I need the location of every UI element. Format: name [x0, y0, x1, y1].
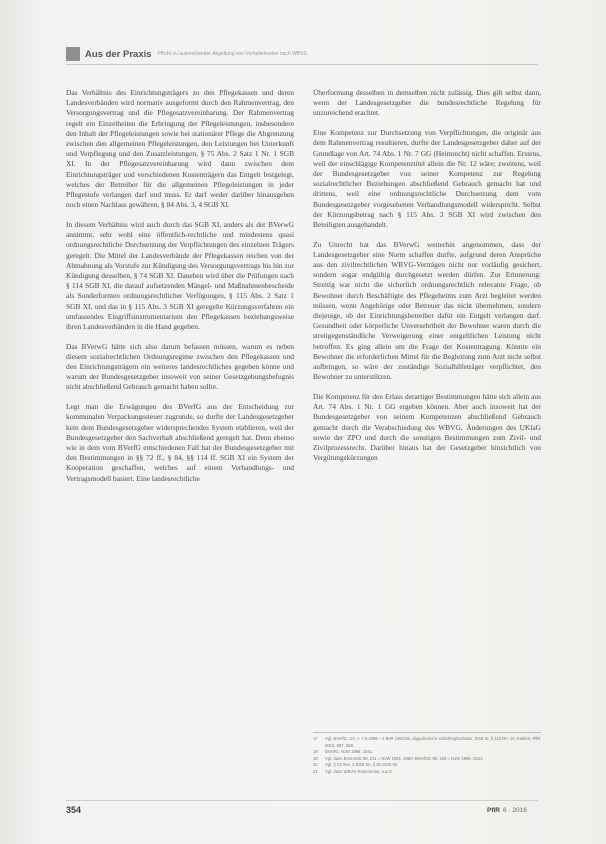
article-subtitle: Pflicht zu ausreichender Abgeltung von Vorhaltekosten nach WBVG — [157, 51, 308, 57]
footnote-text: Vgl. dazu WBVG-Kommentar, a.a.O. — [325, 768, 393, 774]
footnote-number: 19 — [313, 755, 318, 761]
paragraph: Das BVerwG hätte sich also darum befassen müssen, warum es neben diesem sozialrechtlichen Ordnungsregime zwischen den Pflegekassen und den Einrichtungsträgern ein weiteres landesrechtliches gegeben könne und warum der Bundesgesetzgeber insoweit von seiner Gesetzgebungsbefugnis nicht abschließend Gebrauch gemacht haben sollte. — [66, 341, 294, 392]
footnote-number: 17 — [313, 736, 318, 741]
paragraph: Legt man die Erwägungen des BVerfG aus der Entscheidung zur kommunalen Verpackungssteuer zugrunde, so durfte der Landesgesetzgeber kein dem Bundesgesetzgeber widersprechendes System etablieren, weil der Bundesgesetzgeber den Sachverhalt abschließend geregelt hat. Denn ebenso wie in dem vom BVerfG entschiedenen Fall hat der Bundesgesetzgeber mit den Bestimmungen in §§ 72 ff., § 84, §§ 114 ff. SGB XI ein System der Kooperation geschaffen, welches auf einem Verhandlungs- und Vertragsmodell basiert. Eine landesrechtliche — [66, 402, 294, 483]
paragraph: Zu Unrecht hat das BVerwG weiterhin angenommen, dass der Landesgesetzgeber eine Norm schaffen durfte, aufgrund deren Ansprüche aus den zivilrechtlichen WBVG-Verträgen nicht nur vorläufig gesichert, sondern sogar endgültig durchgesetzt werden dürfen. Zur Erinnerung: Streitig war nicht die sicherlich ordnungsrechtlich relevante Frage, ob Bewohner durch Beschäftigte des Pflegeheims zum Arzt begleitet werden müssen, wenn Angehörige oder Betreuer das nicht übernehmen, sondern diejenige, ob der Einrichtungsbetreiber dafür ein Entgelt verlangen darf. Gesundheit oder körperliche Unversehrtheit der Bewohner waren durch die streitgegenständliche Verweigerung einer entgeltlichen Leistung nicht betroffen. Es ging allein um die Frage der Kostentragung. Könnte ein Bewohner die erforderlichen Mittel für die Begleitung zum Arzt nicht selbst aufbringen, so wäre der zuständige Sozialhilfeträger verpflichtet, den Bewohner zu unterstützen. — [313, 239, 541, 382]
footnotes — [313, 732, 541, 776]
footnote — [313, 769, 541, 776]
footnote — [313, 762, 541, 769]
journal-issue: 6 · 2016 — [503, 807, 527, 814]
paragraph: Die Kompetenz für den Erlass derartiger Bestimmungen hätte sich allein aus Art. 74 Abs. 1 Nr. 1 GG ergeben können. Aber auch insoweit hat der Bundesgesetzgeber von seinem Kompetenzen abschließend Gebrauch gemacht durch die Verabschiedung des WBVG, Änderungen des UKlaG sowie der ZPO und durch die sonstigen Bestimmungen zum Zivil- und Zivilprozessrecht. Darüber hinaus hat der Gesetzgeber hinsichtlich von Vergütungskürzungen — [313, 391, 541, 463]
left-column — [66, 88, 294, 493]
footnote-text: BVerfG, NJW 1998, 2341. — [325, 749, 374, 755]
paragraph: In diesem Verhältnis wird auch durch das SGB XI, anders als der BVerwG annimmt, sehr wohl eine öffentlich-rechtliche und mindestens quasi ordnungsrechtliche Durchsetzung der Verpflichtungen des einzelnen Trägers geregelt. Die Mittel der Landesverbände der Pflegekassen reichen von der Abmahnung als Vorstufe zur Kündigung des Versorgungsvertrags bis hin zur Kündigung desselben, § 74 SGB XI. Daneben wird über die Prüfungen nach § 114 SGB XI, die darauf aufsetzenden Mängel- und Maßnahmenbescheide als Sonderformen ordnungsrechtlicher Verfügungen, § 115 Abs. 2 Satz 1 SGB XI, und das in § 115 Abs. 3 SGB XI geregelte Kürzungsverfahren ein umfassendes Eingriffsinstrumentarium den Pflegekassen beziehungsweise ihren Landesverbänden in die Hand gegeben. — [66, 219, 294, 331]
running-header — [66, 47, 536, 61]
section-marker — [66, 47, 80, 61]
footnote-text: Vgl. BVerfG, Urt. v. 7.5.1998 – 2 BvR 1991/95, abgedruckt in Udsching/Schütze, SGB XI, § 115 Rn. 10; Kahlert, PflR 2015, 567, 568. — [325, 736, 541, 748]
journal-name: PflR — [487, 807, 500, 814]
footnote — [313, 736, 541, 749]
right-column — [313, 88, 541, 473]
footnote-number: 21 — [313, 768, 318, 774]
page-number: 354 — [66, 805, 82, 815]
footnote-number: 18 — [313, 749, 318, 755]
footnote — [313, 749, 541, 756]
footer-divider — [66, 800, 538, 801]
paragraph: Eine Kompetenz zur Durchsetzung von Verpflichtungen, die originär aus dem Rahmenvertrag resultieren, durfte der Landesgesetzgeber daher auf der Grundlage von Art. 74 Abs. 1 Nr. 7 GG (Heimrecht) nicht schaffen. Erstens, weil der einschlägige Kompetenztitel allein die Nr. 12 wäre; zweitens, weil der Bundesgesetzgeber von seiner Kompetenz zur Regelung sozialrechtlicher Beziehungen abschließend Gebrauch gemacht hat und drittens, weil eine ordnungsrechtliche Durchsetzung dem vom Bundesgesetzgeber vorgesehenen Verhandlungsmodell widerspricht. Selbst der Kürzungsbetrag nach § 115 Abs. 3 SGB XI wird zwischen den Beteiligten ausgehandelt. — [313, 128, 541, 229]
journal-citation — [487, 807, 527, 814]
footnote-number: 20 — [313, 762, 318, 768]
footnote-text: Vgl. dazu BVerwGE 88, 211 = NJW 1991, 2980; BVerfGE 98, 106 = NJW 1998, 2341. — [325, 755, 484, 761]
footnote — [313, 756, 541, 763]
paragraph: Das Verhältnis des Einrichtungsträgers zu den Pflegekassen und deren Landesverbänden wird normativ ausgeformt durch den Rahmenvertrag, den Versorgungsvertrag und die Pflegesatzvereinbarung. Der Rahmenvertrag regelt ein Einzelheiten die Erbringung der Pflegeleistungen, insbesondere den Inhalt der Pflegeleistungen sowie bei stationärer Pflege die Abgrenzung zwischen den allgemeinen Pflegeleistungen, den Leistungen bei Unterkunft und Verpflegung und den Zusatzleistungen, § 75 Abs. 2 Satz 1 Nr. 1 SGB XI. In der Pflegesatzvereinbarung wird dann zwischen dem Einrichtungsträger und verschiedenen Kostenträgern das Entgelt festgelegt, welches der Betreiber für die allgemeinen Pflegeleistungen in jeder Pflegestufe verlangen darf und muss. Er darf weder darüber hinausgehen noch einen Nachlass gewähren, § 84 Abs. 3, 4 SGB XI. — [66, 88, 294, 210]
header-divider — [66, 64, 538, 65]
footnote-text: Vgl. § 13 Abs. 3 SGB XII, § 61 SGB XII. — [325, 762, 399, 768]
section-title: Aus der Praxis — [85, 48, 152, 60]
paragraph: Überformung desselben in demselben nicht zulässig. Dies gilt selbst dann, wenn der Landesgesetzgeber die bundesrechtliche Regelung für unzureichend erachtet. — [313, 88, 541, 118]
